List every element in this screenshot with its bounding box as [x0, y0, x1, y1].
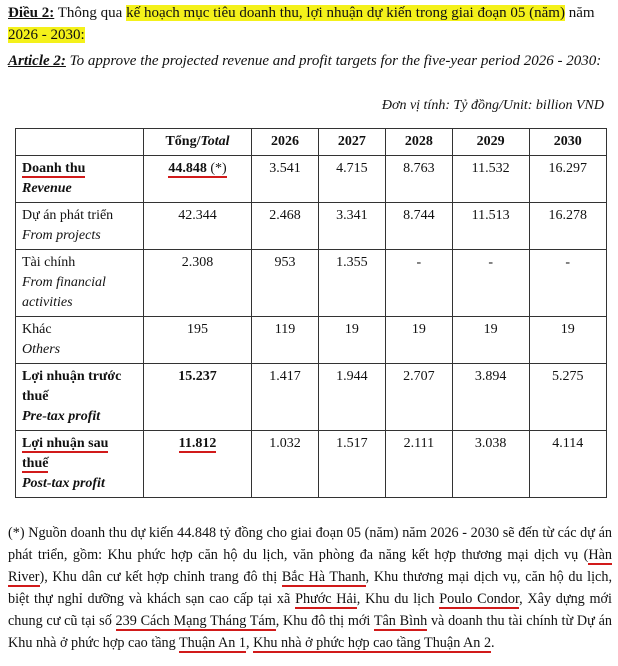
- row-label-vi: Dự án phát triển: [22, 208, 114, 223]
- row-total: 42.344: [144, 203, 252, 250]
- row-value: 16.297: [529, 156, 607, 203]
- row-value: 4.715: [318, 156, 385, 203]
- row-label-en: Post-tax profit: [22, 476, 105, 491]
- table-row: [16, 156, 607, 203]
- targets-table: [15, 128, 607, 498]
- unit-note: Đơn vị tính: Tỷ đồng/Unit: billion VND: [381, 98, 604, 113]
- row-value: 2.468: [252, 203, 319, 250]
- row-total-value: 44.848: [168, 161, 207, 176]
- row-value: 1.944: [318, 364, 385, 431]
- row-value: 4.114: [529, 431, 607, 498]
- row-value: 3.038: [452, 431, 529, 498]
- header-total: [144, 129, 252, 156]
- footnote-text: .: [491, 635, 495, 651]
- footnote-project-poulo-condor: Poulo Condor: [439, 591, 520, 607]
- row-label: [16, 203, 144, 250]
- heading-prefix: Thông qua: [57, 5, 127, 21]
- footnote-text: , Khu thương mại dịch vụ, căn hộ du lịch, biệt thự nghỉ dưỡng và khách sạn cao cấp tại xã: [8, 569, 612, 607]
- footnote-project-thuan-an-1: Thuận An 1: [178, 635, 246, 651]
- row-value: 1.355: [318, 250, 385, 317]
- row-label: [16, 156, 144, 203]
- row-label: [16, 364, 144, 431]
- row-total-value: 11.812: [178, 436, 217, 451]
- header-year: 2028: [385, 129, 452, 156]
- header-total-en: Total: [200, 134, 230, 149]
- row-label-vi: Lợi nhuận sau thuế: [22, 436, 109, 471]
- row-total: 195: [144, 317, 252, 364]
- row-value: -: [385, 250, 452, 317]
- footnote-text: ,: [245, 635, 254, 651]
- row-label-vi: Khác: [22, 322, 52, 337]
- header-year: 2027: [318, 129, 385, 156]
- footnote-text: và doanh thu tài chính từ Dự án Khu nhà ở phức hợp cao tầng: [8, 613, 612, 651]
- footnote-project-han-river: Hàn River: [8, 547, 612, 585]
- article-2-english: [8, 51, 608, 72]
- row-label-en: From financial activities: [22, 275, 106, 310]
- row-value: 11.513: [452, 203, 529, 250]
- row-value: 19: [385, 317, 452, 364]
- footnote-text: ), Khu dân cư kết hợp chỉnh trang đô thị: [39, 569, 282, 585]
- row-value: 3.341: [318, 203, 385, 250]
- row-value: 8.763: [385, 156, 452, 203]
- row-value: 19: [318, 317, 385, 364]
- heading-middle: năm: [564, 5, 595, 21]
- table-row: [16, 317, 607, 364]
- row-total: [144, 431, 252, 498]
- header-year: 2029: [452, 129, 529, 156]
- article-2-label: Điều 2:: [8, 5, 55, 21]
- row-value: 19: [452, 317, 529, 364]
- footnote-project-bac-ha-thanh: Bắc Hà Thanh: [281, 569, 366, 585]
- row-value: 119: [252, 317, 319, 364]
- table-row: [16, 250, 607, 317]
- row-value: -: [452, 250, 529, 317]
- row-value: 2.111: [385, 431, 452, 498]
- table-row: [16, 431, 607, 498]
- article-2-heading: [8, 2, 608, 46]
- footnote-text: , Khu đô thị mới: [275, 613, 374, 629]
- row-label-vi: Doanh thu: [22, 161, 86, 176]
- footnote-text: (*) Nguồn doanh thu dự kiến 44.848 tỷ đồng cho giai đoạn 05 (năm) năm 2026 - 2030 sẽ đến từ các dự án phát triển, gồm: Khu phức hợp căn hộ du lịch, văn phòng đa năng kết hợp thương mại dịch vụ (: [8, 525, 612, 563]
- row-total: 2.308: [144, 250, 252, 317]
- footnote-project-tan-binh: Tân Bình: [373, 613, 428, 629]
- header-blank: [16, 129, 144, 156]
- article-2-english-text: To approve the projected revenue and profit targets for the five-year period 2026 - 2030:: [65, 53, 602, 69]
- footnote-project-thuan-an-2: Khu nhà ở phức hợp cao tầng Thuận An 2: [253, 635, 492, 651]
- header-total-vi: Tổng/: [165, 134, 201, 149]
- row-value: 19: [529, 317, 607, 364]
- heading-highlight-1: kế hoạch mục tiêu doanh thu, lợi nhuận dự kiến trong giai đoạn 05 (năm): [126, 5, 565, 21]
- row-label-en: Revenue: [22, 181, 72, 196]
- header-year: 2026: [252, 129, 319, 156]
- table-row: [16, 364, 607, 431]
- row-total: [144, 156, 252, 203]
- footnote-text: , Khu du lịch: [356, 591, 440, 607]
- table-row: [16, 203, 607, 250]
- footnote-project-239-cmtt: 239 Cách Mạng Tháng Tám: [115, 613, 276, 629]
- row-label-vi: Tài chính: [22, 255, 76, 270]
- row-value: -: [529, 250, 607, 317]
- row-value: 1.517: [318, 431, 385, 498]
- row-label: [16, 431, 144, 498]
- row-value: 953: [252, 250, 319, 317]
- row-total: 15.237: [144, 364, 252, 431]
- row-label: [16, 317, 144, 364]
- row-value: 3.894: [452, 364, 529, 431]
- row-value: 11.532: [452, 156, 529, 203]
- row-label-en: From projects: [22, 228, 101, 243]
- table-header-row: [16, 129, 607, 156]
- row-value: 2.707: [385, 364, 452, 431]
- row-label-en: Others: [22, 342, 61, 357]
- row-value: 16.278: [529, 203, 607, 250]
- row-value: 5.275: [529, 364, 607, 431]
- heading-highlight-2: 2026 - 2030:: [8, 27, 85, 43]
- row-total-note: (*): [206, 161, 227, 176]
- row-label: [16, 250, 144, 317]
- article-2-english-label: Article 2:: [8, 53, 66, 69]
- header-year: 2030: [529, 129, 607, 156]
- row-value: 8.744: [385, 203, 452, 250]
- row-label-en: Pre-tax profit: [22, 409, 101, 424]
- row-value: 1.032: [252, 431, 319, 498]
- revenue-footnote: [8, 522, 612, 654]
- row-value: 1.417: [252, 364, 319, 431]
- row-value: 3.541: [252, 156, 319, 203]
- footnote-project-phuoc-hai: Phước Hải: [295, 591, 357, 607]
- row-label-vi: Lợi nhuận trước thuế: [22, 369, 122, 404]
- footnote-text: , Xây dựng mới chung cư cũ tại số: [8, 591, 612, 629]
